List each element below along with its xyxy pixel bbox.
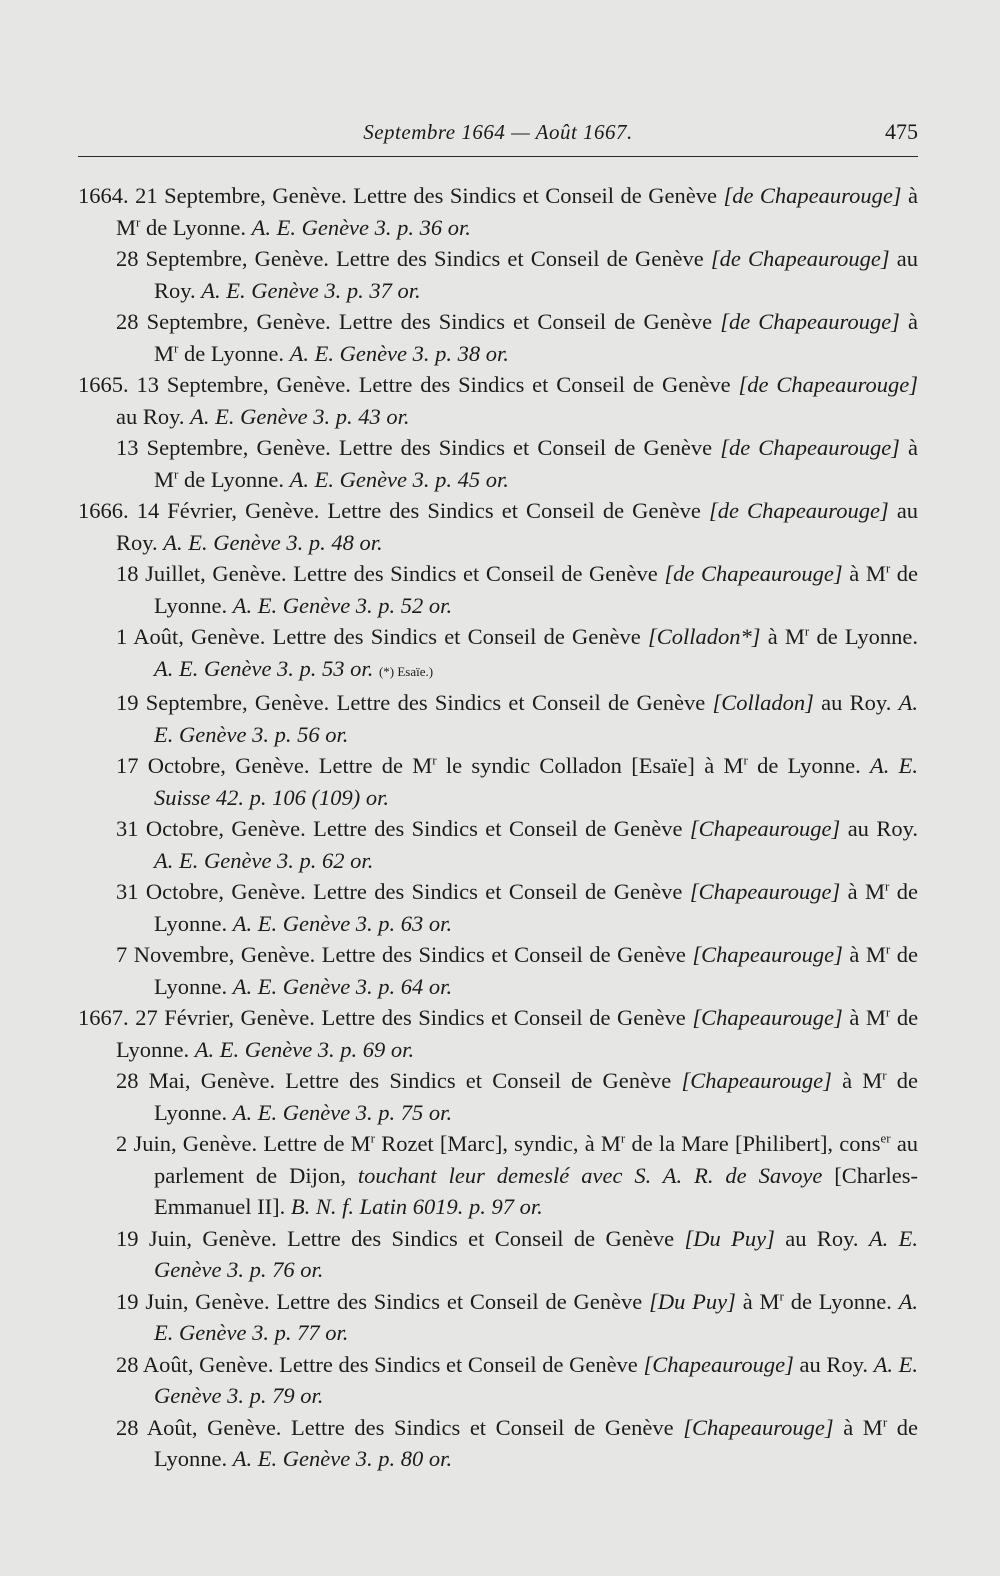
entry-recipient: à M (842, 1068, 883, 1093)
entry-item (116, 750, 918, 813)
entry-recipient-sup: r (136, 214, 141, 229)
entry-bracket: [Chapeaurouge] (689, 879, 841, 904)
entry-date: 28 Mai, Genève. (116, 1068, 276, 1093)
entry-bracket: [Chapeaurouge] (692, 942, 843, 967)
entry-text: Lettre des Sindics et Conseil de Genève (313, 816, 683, 841)
entry-recipient: au Roy. (785, 1225, 859, 1251)
entry-text: Lettre des Sindics et Conseil de Genève (321, 942, 686, 967)
entry-text: Lettre des Sindics et Conseil de Genève (272, 624, 641, 649)
entry-reference: B. N. f. Latin 6019. p. 97 or. (290, 1194, 543, 1219)
entry-recipient-rest: de Lyonne. (116, 1005, 919, 1062)
entry-text-3: de la Mare [Philibert], cons (631, 1131, 881, 1156)
entry-reference: A. E. Genève 3. p. 43 or. (190, 403, 410, 429)
entry-text: Lettre des Sindics et Conseil de Genève (321, 1005, 686, 1030)
entry-recipient-rest: de Lyonne. (154, 1068, 919, 1125)
entry-reference: A. E. Genève 3. p. 62 or. (154, 847, 374, 873)
entry-text: Lettre des Sindics et Conseil de Genève (276, 1288, 643, 1314)
entry-bracket: [Du Puy] (684, 1225, 775, 1251)
entry-bracket: [Du Puy] (649, 1288, 736, 1314)
entry-recipient-rest: de Lyonne. (790, 1288, 892, 1314)
entry-recipient: à M (849, 1005, 886, 1030)
entry-recipient-rest: de Lyonne. (154, 942, 919, 999)
entry-recipient: au Roy. (799, 1351, 869, 1377)
entry-recipient: à M (843, 1414, 883, 1440)
entry-reference: A. E. Genève 3. p. 52 or. (232, 592, 453, 618)
entry-bracket: [de Chapeaurouge] (720, 309, 900, 334)
entry-text: Lettre des Sindics et Conseil de Genève (327, 498, 701, 523)
entry-list (78, 180, 918, 1475)
entry-text-3-sup: er (880, 1130, 891, 1146)
entry-item (116, 1412, 918, 1475)
entry-bracket: [de Chapeaurouge] (723, 183, 902, 208)
entry-reference: A. E. Genève 3. p. 38 or. (289, 340, 509, 366)
entry-recipient-rest: de Lyonne. (154, 561, 919, 618)
entry-text: Lettre des Sindics et Conseil de Genève (336, 690, 706, 715)
entry-text: Lettre des Sindics et Conseil de Genève (336, 246, 704, 271)
entry-recipient-rest: de Lyonne. (154, 879, 919, 936)
entry-year: 1666. (78, 498, 129, 523)
entry-date: 18 Juillet, Genève. (116, 561, 287, 586)
entry-bracket: [Chapeaurouge] (643, 1351, 794, 1377)
entry-item (116, 243, 918, 306)
entry-item (116, 876, 918, 939)
entry-date: 1 Août, Genève. (116, 624, 266, 649)
entry-text-2: le syndic Colladon [Esaïe] (445, 753, 695, 778)
entry-recipient-rest: de Lyonne. (757, 753, 861, 778)
entry-recipient: au Roy. (821, 690, 892, 715)
entry-date: 28 Septembre, Genève. (116, 309, 331, 334)
entry-text: Lettre des Sindics et Conseil de Genève (313, 879, 683, 904)
entry-date: 28 Août, Genève. (116, 1414, 282, 1440)
entry-reference: A. E. Genève 3. p. 76 or. (154, 1225, 919, 1282)
entry-reference: A. E. Genève 3. p. 77 or. (154, 1288, 919, 1345)
entry-bracket: [de Chapeaurouge] (738, 372, 918, 397)
entry-text-5: [Charles-Emmanuel II]. (154, 1162, 918, 1219)
entry-reference: A. E. Genève 3. p. 48 or. (163, 529, 383, 555)
entry-reference: A. E. Genève 3. p. 64 or. (232, 973, 453, 999)
entry-item (116, 687, 918, 750)
entry-text: Lettre de M (263, 1131, 371, 1156)
entry-reference: A. E. Genève 3. p. 79 or. (154, 1351, 919, 1408)
entry-date: 31 Octobre, Genève. (116, 816, 306, 841)
entry-reference: A. E. Genève 3. p. 53 or. (154, 655, 374, 681)
entry-item (78, 369, 918, 432)
entry-recipient: au Roy. (116, 498, 919, 555)
entry-year: 1665. (78, 372, 129, 397)
running-title: Septembre 1664 — Août 1667. (363, 120, 633, 144)
entry-recipient-rest: de Lyonne. (145, 214, 246, 240)
entry-reference: A. E. Genève 3. p. 80 or. (232, 1446, 453, 1471)
entry-bracket: [Colladon] (712, 690, 814, 715)
entry-date: 28 Septembre, Genève. (116, 246, 329, 271)
entry-recipient-sup: r (804, 623, 810, 639)
entry-recipient: au Roy. (154, 246, 918, 303)
entry-date: 31 Octobre, Genève. (116, 879, 306, 904)
entry-recipient: à M (849, 942, 886, 967)
entry-text-2: Rozet [Marc], syndic, à M (381, 1131, 621, 1156)
entry-date: 27 Février, Genève. (135, 1005, 315, 1030)
entry-bracket: [de Chapeaurouge] (664, 561, 843, 586)
entry-date: 2 Juin, Genève. (116, 1131, 258, 1156)
entry-recipient-sup: r (885, 941, 891, 957)
entry-item (116, 432, 918, 495)
entry-reference: A. E. Genève 3. p. 45 or. (289, 466, 509, 492)
entry-recipient: à M (767, 624, 805, 649)
entry-recipient: à M (704, 753, 744, 778)
entry-recipient: à M (849, 561, 886, 586)
entry-item (116, 813, 918, 876)
entry-text: Lettre des Sindics et Conseil de Genève (353, 183, 717, 208)
entry-recipient: à M (154, 309, 918, 366)
entry-recipient-sup: r (743, 752, 748, 768)
entry-date: 14 Février, Genève. (136, 498, 320, 523)
entry-text: Lettre des Sindics et Conseil de Genève (358, 372, 731, 397)
entry-reference: A. E. Suisse 42. p. 106 (109) or. (154, 753, 919, 810)
entry-item (116, 1349, 918, 1412)
entry-date: 19 Juin, Genève. (116, 1288, 270, 1314)
entry-note: (*) Esaïe.) (378, 663, 434, 679)
entry-recipient: au Roy. (116, 403, 185, 429)
entry-recipient-sup: r (779, 1288, 784, 1303)
entry-text: Lettre des Sindics et Conseil de Genève (287, 1225, 675, 1251)
entry-bracket: [de Chapeaurouge] (720, 435, 900, 460)
page-header (78, 116, 918, 157)
entry-text-2-sup: r (620, 1130, 626, 1146)
entry-reference: A. E. Genève 3. p. 63 or. (232, 910, 453, 936)
entry-italic-text: touchant leur demeslé avec S. A. R. de Savoye (357, 1162, 823, 1188)
entry-reference: A. E. Genève 3. p. 36 or. (251, 214, 471, 240)
entry-item (78, 495, 918, 558)
entry-item (116, 1128, 918, 1223)
entry-recipient: à M (742, 1288, 780, 1314)
entry-date: 7 Novembre, Genève. (116, 942, 316, 967)
entry-bracket: [Chapeaurouge] (683, 1414, 834, 1440)
entry-bracket: [de Chapeaurouge] (710, 246, 890, 271)
entry-item (116, 1286, 918, 1349)
entry-bracket: [Chapeaurouge] (692, 1005, 843, 1030)
entry-recipient-rest: de Lyonne. (183, 466, 284, 492)
entry-reference: A. E. Genève 3. p. 69 or. (194, 1036, 415, 1062)
entry-text: Lettre des Sindics et Conseil de Genève (279, 1351, 638, 1377)
entry-reference: A. E. Genève 3. p. 75 or. (232, 1099, 453, 1125)
entry-item (116, 1065, 918, 1128)
entry-recipient-rest: de Lyonne. (816, 624, 919, 649)
entry-text: Lettre de M (318, 753, 433, 778)
entry-recipient-sup: r (885, 560, 891, 576)
entry-date: 28 Août, Genève. (116, 1351, 274, 1377)
entry-item (116, 558, 918, 621)
entry-date: 13 Septembre, Genève. (116, 435, 331, 460)
entry-text-sup: r (370, 1130, 375, 1146)
entry-year: 1664. (78, 183, 129, 208)
entry-date: 13 Septembre, Genève. (136, 372, 351, 397)
entry-recipient: à M (154, 435, 918, 492)
entry-recipient-rest: de Lyonne. (154, 1414, 919, 1471)
page-number: 475 (885, 119, 918, 144)
entry-recipient-sup: r (882, 1414, 888, 1429)
entry-text: Lettre des Sindics et Conseil de Genève (338, 309, 713, 334)
entry-text: Lettre des Sindics et Conseil de Genève (338, 435, 713, 460)
entry-text-4: au parlement de Dijon, (154, 1131, 919, 1188)
entry-item (116, 306, 918, 369)
entry-date: 21 Septembre, Genève. (135, 183, 347, 208)
entry-text: Lettre des Sindics et Conseil de Genève (291, 1414, 674, 1440)
entry-recipient: au Roy. (847, 816, 918, 841)
entry-item (78, 180, 918, 243)
entry-recipient: à M (116, 183, 919, 240)
entry-recipient-sup: r (174, 340, 179, 355)
entry-reference: A. E. Genève 3. p. 56 or. (154, 690, 918, 747)
entry-item (116, 1223, 918, 1286)
entry-text: Lettre des Sindics et Conseil de Genève (285, 1068, 672, 1093)
entry-date: 19 Septembre, Genève. (116, 690, 330, 715)
entry-bracket: [Chapeaurouge] (689, 816, 841, 841)
entry-reference: A. E. Genève 3. p. 37 or. (201, 277, 421, 303)
entry-item (116, 939, 918, 1002)
entry-date: 19 Juin, Genève. (116, 1225, 277, 1251)
entry-date: 17 Octobre, Genève. (116, 753, 310, 778)
entry-recipient-sup: r (174, 466, 179, 481)
entry-text-sup: r (432, 752, 437, 768)
entry-item (116, 621, 918, 687)
entry-text: Lettre des Sindics et Conseil de Genève (293, 561, 658, 586)
entry-year: 1667. (78, 1005, 129, 1030)
entry-bracket: [de Chapeaurouge] (708, 498, 889, 523)
entry-recipient-rest: de Lyonne. (183, 340, 284, 366)
entry-item (78, 1002, 918, 1065)
entry-recipient-sup: r (885, 1004, 891, 1020)
entry-bracket: [Colladon*] (647, 624, 761, 649)
entry-recipient: à M (847, 879, 886, 904)
entry-recipient-sup: r (882, 1067, 887, 1083)
entry-bracket: [Chapeaurouge] (681, 1068, 832, 1093)
entry-recipient-sup: r (885, 878, 890, 894)
